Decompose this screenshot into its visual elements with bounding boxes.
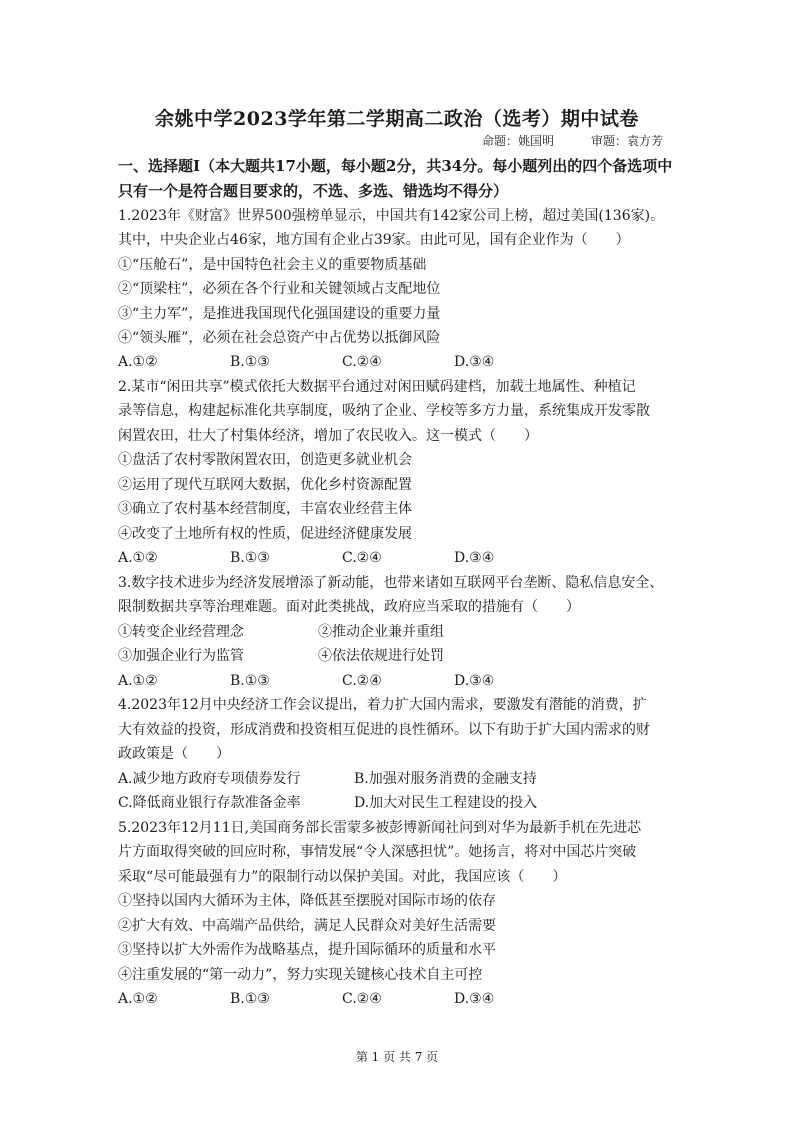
q2-stem-line1: 2.某市“闲田共享”模式依托大数据平台通过对闲田赋码建档，加载土地属性、种植记 bbox=[118, 379, 636, 395]
q3-statement-1: ①转变企业经营理念 bbox=[118, 624, 244, 640]
q4-stem-line3: 政政策是（ ） bbox=[118, 746, 230, 762]
q2-stem-line3: 闲置农田，壮大了村集体经济，增加了农民收入。这一模式（ ） bbox=[118, 428, 538, 444]
q4-option-a: A.减少地方政府专项债券发行 bbox=[118, 771, 301, 787]
q1-stem-line1: 1.2023年《财富》世界500强榜单显示，中国共有142家公司上榜，超过美国(136家)。 bbox=[118, 208, 665, 224]
q1-option-b: B.①③ bbox=[230, 354, 270, 370]
section-heading-line1: 一、选择题Ⅰ（本大题共17小题，每小题2分，共34分。每小题列出的四个备选项中 bbox=[118, 157, 673, 175]
q1-option-c: C.②④ bbox=[342, 354, 382, 370]
q4-option-c: C.降低商业银行存款准备金率 bbox=[118, 795, 301, 811]
q5-option-a: A.①② bbox=[118, 991, 158, 1007]
page-title: 余姚中学2023学年第二学期高二政治（选考）期中试卷 bbox=[155, 108, 639, 130]
q4-stem-line2: 大有效益的投资，形成消费和投资相互促进的良性循环。以下有助于扩大国内需求的财 bbox=[118, 722, 650, 738]
q4-option-b: B.加强对服务消费的金融支持 bbox=[354, 771, 537, 787]
q3-stem-line2: 限制数据共享等治理难题。面对此类挑战，政府应当采取的措施有（ ） bbox=[118, 599, 580, 615]
reviewer: 审题：袁方芳 bbox=[591, 134, 664, 148]
q2-option-c: C.②④ bbox=[342, 550, 382, 566]
q4-option-d: D.加大对民生工程建设的投入 bbox=[354, 795, 538, 811]
q5-statement-1: ①坚持以国内大循环为主体，降低甚至摆脱对国际市场的依存 bbox=[118, 893, 496, 909]
q3-statement-2: ②推动企业兼并重组 bbox=[318, 624, 444, 640]
q1-stem-line2: 其中，中央企业占46家，地方国有企业占39家。由此可见，国有企业作为（ ） bbox=[118, 232, 630, 248]
q3-option-d: D.③④ bbox=[454, 673, 495, 689]
q5-statement-3: ③坚持以扩大外需作为战略基点，提升国际循环的质量和水平 bbox=[118, 942, 496, 958]
q2-stem-line2: 录等信息，构建起标准化共享制度，吸纳了企业、学校等多方力量，系统集成开发零散 bbox=[118, 403, 650, 419]
q3-option-c: C.②④ bbox=[342, 673, 382, 689]
q3-stem-line1: 3.数字技术进步为经济发展增添了新动能，也带来诸如互联网平台垄断、隐私信息安全、 bbox=[118, 575, 664, 591]
q1-statement-1: ①“压舱石”，是中国特色社会主义的重要物质基础 bbox=[118, 257, 427, 273]
q5-option-c: C.②④ bbox=[342, 991, 382, 1007]
q2-statement-3: ③确立了农村基本经营制度，丰富农业经营主体 bbox=[118, 501, 412, 517]
q5-option-d: D.③④ bbox=[454, 991, 495, 1007]
q2-statement-2: ②运用了现代互联网大数据，优化乡村资源配置 bbox=[118, 477, 412, 493]
q5-stem-line2: 片方面取得突破的回应时称，事情发展“令人深感担忧”。她扬言，将对中国芯片突破 bbox=[118, 844, 637, 860]
q2-option-d: D.③④ bbox=[454, 550, 495, 566]
q2-statement-1: ①盘活了农村零散闲置农田，创造更多就业机会 bbox=[118, 452, 412, 468]
q1-statement-2: ②“顶梁柱”，必须在各个行业和关键领域占支配地位 bbox=[118, 281, 441, 297]
section-heading-line2: 只有一个是符合题目要求的，不选、多选、错选均不得分） bbox=[118, 182, 509, 200]
q2-option-a: A.①② bbox=[118, 550, 158, 566]
q3-option-b: B.①③ bbox=[230, 673, 270, 689]
q1-option-d: D.③④ bbox=[454, 354, 495, 370]
q5-option-b: B.①③ bbox=[230, 991, 270, 1007]
q1-option-a: A.①② bbox=[118, 354, 158, 370]
q5-stem-line1: 5.2023年12月11日,美国商务部长雷蒙多被彭博新闻社问到对华为最新手机在先进芯 bbox=[118, 820, 642, 836]
q5-stem-line3: 采取“尽可能最强有力”的限制行动以保护美国。对此，我国应该（ ） bbox=[118, 869, 567, 885]
q2-option-b: B.①③ bbox=[230, 550, 270, 566]
q3-statement-4: ④依法依规进行处罚 bbox=[318, 648, 444, 664]
q1-statement-3: ③“主力军”，是推进我国现代化强国建设的重要力量 bbox=[118, 306, 441, 322]
q4-stem-line1: 4.2023年12月中央经济工作会议提出，着力扩大国内需求，要激发有潜能的消费，扩 bbox=[118, 697, 647, 713]
q1-statement-4: ④“领头雁”，必须在社会总资产中占优势以抵御风险 bbox=[118, 330, 441, 346]
q5-statement-2: ②扩大有效、中高端产品供给，满足人民群众对美好生活需要 bbox=[118, 918, 496, 934]
q2-statement-4: ④改变了土地所有权的性质，促进经济健康发展 bbox=[118, 526, 412, 542]
q3-statement-3: ③加强企业行为监管 bbox=[118, 648, 244, 664]
author: 命题：姚国明 bbox=[482, 134, 555, 148]
page-footer: 第 1 页 共 7 页 bbox=[355, 1050, 439, 1064]
q3-option-a: A.①② bbox=[118, 673, 158, 689]
q5-statement-4: ④注重发展的“第一动力”，努力实现关键核心技术自主可控 bbox=[118, 967, 483, 983]
